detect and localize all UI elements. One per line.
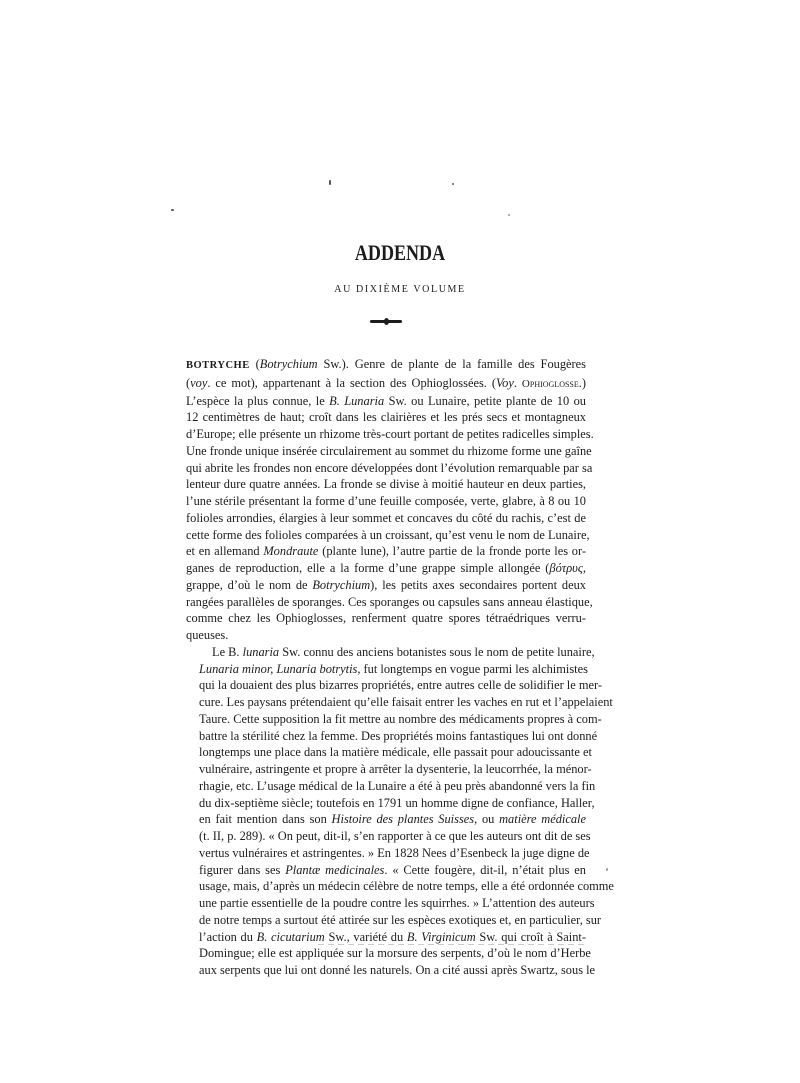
title-ornament-rule — [370, 320, 402, 323]
text-line — [186, 644, 595, 661]
text-segment: d’Europe; elle présente un rhizome très-court portant de petites radicelles simples. — [186, 427, 594, 441]
text-segment: (plante lune), l’autre partie de la fronde porte les or- — [318, 544, 586, 559]
footer-faint-line — [318, 944, 588, 945]
text-segment: Domingue; elle est appliquée sur la morsure des serpents, d’où le nom d’Herbe — [199, 946, 591, 961]
text-line — [186, 493, 586, 510]
text-line — [186, 728, 598, 745]
italic-term: Lunaria minor, Lunaria botrytis — [199, 661, 358, 676]
text-line — [186, 795, 595, 812]
text-segment: folioles arrondies, élargies à leur sommet et concaves du côté du rachis, c’est de — [186, 510, 586, 525]
text-line — [186, 778, 596, 795]
text-line — [186, 912, 602, 929]
text-segment: battre la stérilité chez la femme. Des propriétés moins fantastiques lui ont donné — [199, 728, 598, 743]
paragraph-botryche-description — [186, 356, 594, 644]
text-segment: rhagie, etc. L’usage médical de la Lunaire a été à peu près abandonné vers la fin — [199, 778, 596, 793]
text-segment: comme chez les Ophioglosses, renferment quatre spores tétraédriques verru- — [186, 611, 586, 626]
italic-term: B. cicutarium — [256, 929, 325, 944]
italic-term: matière médicale — [499, 812, 586, 827]
italic-term: Voy — [495, 375, 514, 390]
italic-term: B. Lunaria — [329, 393, 385, 408]
text-segment: Sw., variété du — [324, 929, 407, 944]
italic-term: Mondraute — [263, 544, 319, 559]
text-segment: , ou — [474, 812, 500, 827]
text-line — [186, 527, 590, 544]
text-segment: lenteur dure quatre années. La fronde se divise à moitié hauteur en deux parties, — [186, 477, 586, 492]
text-segment: qui abrite les frondes non encore développées dont l’évolution remarquable par sa — [186, 460, 593, 475]
text-line — [186, 409, 586, 426]
text-segment: , — [582, 561, 586, 575]
text-segment: Taure. Cette supposition la fit mettre au nombre des médicaments propres à com- — [199, 711, 602, 726]
text-segment: rangées parallèles de sporanges. Ces sporanges ou capsules sans anneau élastique, — [186, 594, 593, 609]
text-segment: .) — [578, 375, 586, 390]
italic-term: B. Virginicum — [406, 929, 476, 944]
text-line — [186, 962, 596, 979]
text-segment: Sw.). Genre de plante de la famille des Fougères — [317, 357, 586, 371]
text-line — [186, 577, 586, 594]
text-segment: l’action du — [199, 929, 257, 944]
text-line — [186, 828, 591, 845]
text-segment: . « Cette fougère, dit-il, n’était plus en — [384, 862, 587, 877]
text-line — [186, 845, 590, 862]
text-segment: Sw. connu des anciens botanistes sous le nom de petite lunaire, — [279, 644, 595, 659]
text-segment: aux serpents que lui ont donné les naturels. On a cité aussi après Swartz, sous le — [199, 963, 596, 977]
text-line — [186, 945, 591, 962]
italic-term: Plantæ medicinales — [285, 862, 385, 877]
text-line — [186, 862, 586, 879]
text-segment: de notre temps a surtout été attirée sur les espèces exotiques et, en particulier, sur — [199, 912, 602, 927]
text-segment: 12 centimètres de haut; croît dans les clairières et les prés secs et montagneux — [186, 410, 586, 425]
text-segment: et en allemand — [186, 544, 264, 559]
italic-term: βότρυς — [549, 561, 583, 575]
paragraph-lunaria-history — [186, 644, 614, 979]
text-line — [186, 929, 586, 946]
entry-headword: BOTRYCHE — [186, 360, 250, 371]
text-line — [186, 443, 592, 460]
text-segment: ganes de reproduction, elle a la forme d’une grappe simple allongée ( — [186, 561, 550, 575]
text-segment: du dix-septième siècle; toutefois en 1791 un homme digne de confiance, Haller, — [199, 795, 595, 810]
text-segment: grappe, d’où le nom de — [186, 577, 313, 592]
text-segment: ( — [186, 375, 191, 390]
text-segment: cette forme des folioles comparées à un croissant, qu’est venu le nom de Lunaire, — [186, 527, 590, 542]
text-line — [186, 476, 586, 493]
text-segment: une partie essentielle de la poudre contre les squirrhes. » L’attention des auteurs — [199, 896, 595, 910]
text-line — [186, 677, 602, 694]
text-segment: Sw. qui croît à Saint- — [475, 929, 586, 944]
text-segment: . ce mot), appartenant à la section des Ophioglossées. ( — [207, 375, 496, 390]
print-speck — [171, 209, 174, 211]
text-segment: cure. Les paysans prétendaient qu’elle faisait entrer les vaches en rut et l’appelaient — [199, 695, 613, 709]
text-line — [186, 426, 594, 443]
text-line — [186, 627, 586, 644]
print-speck — [508, 214, 510, 216]
text-segment: l’une stérile présentant la forme d’une feuille composée, verte, glabre, à 8 ou 10 — [186, 494, 586, 508]
print-speck — [329, 180, 331, 185]
print-speck — [606, 868, 608, 871]
italic-term: Ophioglosse — [521, 377, 579, 390]
text-line — [186, 510, 586, 527]
text-segment: , fut longtemps en vogue parmi les alchimistes — [357, 661, 588, 676]
text-segment: Sw. ou Lunaire, petite plante de 10 ou — [384, 393, 586, 408]
text-line — [186, 711, 602, 728]
text-line — [186, 375, 586, 393]
italic-term: Botrychium — [259, 357, 318, 371]
italic-term: lunaria — [242, 644, 280, 659]
text-line — [186, 811, 586, 828]
text-line — [186, 356, 586, 375]
page-subtitle: AU DIXIÈME VOLUME — [334, 284, 466, 295]
text-line — [186, 761, 592, 778]
text-segment: vertus vulnéraires et astringentes. » En 1828 Nees d’Esenbeck la juge digne de — [199, 845, 590, 860]
text-segment: qui la douaient des plus bizarres propriétés, entre autres celle de solidifier le mer- — [199, 678, 602, 693]
text-segment: ), les petits axes secondaires portent deux — [370, 577, 586, 592]
text-segment: figurer dans ses — [199, 862, 286, 877]
text-line — [186, 661, 586, 678]
article-body — [186, 356, 614, 979]
text-segment: queuses. — [186, 628, 229, 642]
text-line — [186, 393, 586, 410]
text-segment: Une fronde unique insérée circulairement au sommet du rhizome forme une gaîne — [186, 443, 592, 458]
text-line — [186, 694, 613, 711]
print-speck — [452, 183, 454, 185]
text-segment: usage, mais, d’après un médecin célèbre de notre temps, elle a été ordonnée comme — [199, 879, 614, 894]
italic-term: voy — [190, 375, 208, 390]
italic-term: Histoire des plantes Suisses — [331, 812, 475, 827]
page-title: ADDENDA — [354, 240, 446, 265]
text-line — [186, 543, 586, 560]
text-segment: (t. II, p. 289). « On peut, dit-il, s’en rapporter à ce que les auteurs ont dit de ses — [199, 829, 591, 843]
text-segment: L’espèce la plus connue, le — [186, 393, 330, 408]
text-line — [186, 895, 595, 912]
text-segment: vulnéraire, astringente et propre à arrêter la dysenterie, la leucorrhée, la ménor- — [199, 762, 592, 776]
text-line — [186, 560, 586, 577]
text-segment: en fait mention dans son — [199, 812, 332, 827]
italic-term: Botrychium — [312, 577, 371, 592]
text-segment: . — [513, 375, 522, 390]
text-segment: Le B. — [212, 644, 243, 659]
text-line — [186, 878, 614, 895]
text-line — [186, 460, 593, 477]
text-line — [186, 594, 593, 611]
text-line — [186, 610, 586, 627]
text-segment: longtemps une place dans la matière médicale, elle passait pour adoucissante et — [199, 745, 592, 760]
text-segment: ( — [255, 357, 260, 371]
text-line — [186, 744, 592, 761]
